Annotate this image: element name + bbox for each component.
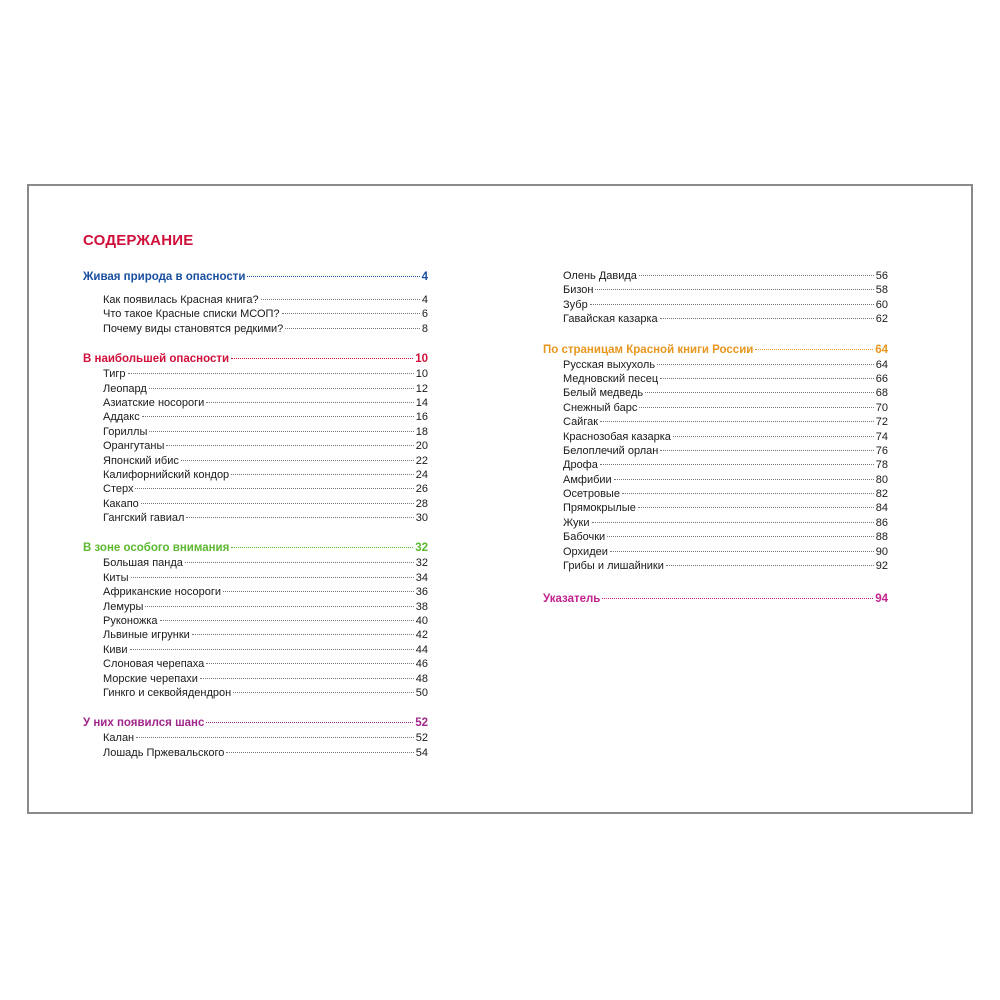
- leader-dots: [590, 304, 874, 305]
- entry-label: Стерх: [103, 483, 134, 496]
- entry-label: Большая панда: [103, 557, 183, 570]
- entry-label: Тигр: [103, 368, 126, 381]
- entry-label: Зубр: [563, 298, 588, 311]
- toc-entry[interactable]: [543, 559, 888, 573]
- entry-label: Краснозобая казарка: [563, 430, 671, 443]
- toc-entry[interactable]: [543, 487, 888, 501]
- toc-entry[interactable]: [83, 439, 428, 453]
- toc-entry[interactable]: [83, 746, 428, 760]
- entry-page: 84: [875, 502, 888, 515]
- entry-label: Орангутаны: [103, 440, 165, 453]
- section-page: 10: [415, 353, 428, 366]
- toc-entry[interactable]: [543, 545, 888, 559]
- entry-page: 16: [415, 411, 428, 424]
- toc-entry[interactable]: [543, 372, 888, 386]
- entry-label: Азиатские носороги: [103, 396, 205, 409]
- entry-label: Калифорнийский кондор: [103, 468, 230, 481]
- section-title: По страницам Красной книги России: [543, 343, 754, 356]
- entry-label: Руконожка: [103, 615, 158, 628]
- toc-entry[interactable]: [83, 600, 428, 614]
- leader-dots: [282, 313, 420, 314]
- leader-dots: [261, 299, 420, 300]
- entry-page: 18: [415, 425, 428, 438]
- leader-dots: [622, 493, 874, 494]
- leader-dots: [135, 488, 413, 489]
- leader-dots: [602, 598, 873, 599]
- leader-dots: [166, 445, 413, 446]
- leader-dots: [639, 275, 874, 276]
- toc-entry[interactable]: [83, 556, 428, 570]
- entry-label: Осетровые: [563, 488, 620, 501]
- toc-entry[interactable]: [83, 482, 428, 496]
- toc-entry[interactable]: [83, 322, 428, 336]
- entry-page: 52: [415, 732, 428, 745]
- toc-entry[interactable]: [83, 454, 428, 468]
- leader-dots: [610, 551, 874, 552]
- entry-label: Гавайская казарка: [563, 313, 658, 326]
- entry-page: 92: [875, 560, 888, 573]
- entry-label: Снежный барс: [563, 401, 638, 414]
- leader-dots: [639, 407, 873, 408]
- entry-page: 12: [415, 382, 428, 395]
- leader-dots: [660, 318, 874, 319]
- toc-entry[interactable]: [543, 283, 888, 297]
- entry-label: Русская выхухоль: [563, 358, 656, 371]
- entry-page: 46: [415, 658, 428, 671]
- toc-entry[interactable]: [83, 657, 428, 671]
- toc-entry[interactable]: [543, 530, 888, 544]
- entry-page: 82: [875, 488, 888, 501]
- entry-label: Лошадь Пржевальского: [103, 746, 225, 759]
- entry-label: Бабочки: [563, 531, 606, 544]
- leader-dots: [142, 416, 414, 417]
- entry-page: 62: [875, 313, 888, 326]
- section-title: Живая природа в опасности: [83, 271, 246, 283]
- toc-entry[interactable]: [543, 386, 888, 400]
- entry-page: 72: [875, 416, 888, 429]
- toc-entry[interactable]: [543, 415, 888, 429]
- toc-entry[interactable]: [83, 511, 428, 525]
- leader-dots: [645, 392, 874, 393]
- leader-dots: [614, 479, 874, 480]
- entry-label: Киви: [103, 643, 128, 656]
- toc-entry[interactable]: [83, 614, 428, 628]
- entry-page: 44: [415, 643, 428, 656]
- leader-dots: [206, 402, 413, 403]
- toc-section-heading[interactable]: [83, 269, 428, 285]
- toc-entry[interactable]: [83, 410, 428, 424]
- leader-dots: [231, 547, 413, 548]
- entry-page: 42: [415, 629, 428, 642]
- section-title: В наибольшей опасности: [83, 353, 230, 366]
- leader-dots: [600, 464, 874, 465]
- toc-left-column: [83, 269, 428, 760]
- entry-page: 56: [875, 270, 888, 282]
- entry-page: 66: [875, 372, 888, 385]
- section-page: 94: [875, 593, 888, 606]
- leader-dots: [755, 349, 873, 350]
- section-page: 4: [421, 271, 428, 283]
- entry-label: Гангский гавиал: [103, 512, 185, 525]
- entry-label: Прямокрылые: [563, 502, 636, 515]
- leader-dots: [231, 474, 414, 475]
- entry-label: Орхидеи: [563, 545, 608, 558]
- leader-dots: [141, 503, 414, 504]
- entry-label: Какапо: [103, 497, 139, 510]
- leader-dots: [673, 436, 874, 437]
- section-page: 64: [875, 343, 888, 356]
- leader-dots: [638, 507, 874, 508]
- entry-label: Белоплечий орлан: [563, 444, 659, 457]
- entry-label: Слоновая черепаха: [103, 658, 205, 671]
- entry-label: Гориллы: [103, 425, 148, 438]
- toc-entry[interactable]: [83, 672, 428, 686]
- entry-page: 68: [875, 387, 888, 400]
- leader-dots: [660, 450, 873, 451]
- leader-dots: [660, 378, 874, 379]
- toc-title: СОДЕРЖАНИЕ: [83, 232, 194, 249]
- leader-dots: [130, 649, 414, 650]
- entry-page: 24: [415, 468, 428, 481]
- entry-label: Медновский песец: [563, 372, 659, 385]
- entry-label: Леопард: [103, 382, 147, 395]
- entry-page: 28: [415, 497, 428, 510]
- leader-dots: [185, 562, 414, 563]
- entry-page: 40: [415, 615, 428, 628]
- leader-dots: [181, 460, 414, 461]
- toc-entry[interactable]: [83, 686, 428, 700]
- toc-entry[interactable]: [83, 628, 428, 642]
- toc-entry[interactable]: [543, 516, 888, 530]
- section-title: В зоне особого внимания: [83, 542, 230, 555]
- entry-label: Белый медведь: [563, 387, 644, 400]
- toc-section-heading[interactable]: [83, 351, 428, 367]
- entry-page: 38: [415, 600, 428, 613]
- toc-entry[interactable]: [83, 382, 428, 396]
- entry-page: 86: [875, 516, 888, 529]
- toc-right-column: [543, 269, 888, 607]
- entry-page: 50: [415, 686, 428, 699]
- leader-dots: [233, 692, 414, 693]
- section-title: Указатель: [543, 593, 601, 606]
- toc-entry[interactable]: [543, 358, 888, 372]
- toc-entry[interactable]: [543, 312, 888, 326]
- entry-label: Амфибии: [563, 473, 612, 486]
- entry-label: Грибы и лишайники: [563, 560, 664, 573]
- leader-dots: [223, 591, 414, 592]
- leader-dots: [131, 577, 414, 578]
- section-title: У них появился шанс: [83, 717, 205, 730]
- toc-entry[interactable]: [83, 585, 428, 599]
- leader-dots: [160, 620, 414, 621]
- entry-label: Африканские носороги: [103, 586, 221, 599]
- entry-label: Олень Давида: [563, 270, 637, 282]
- leader-dots: [666, 565, 874, 566]
- leader-dots: [607, 536, 874, 537]
- toc-section-heading[interactable]: [543, 591, 888, 607]
- entry-page: 64: [875, 358, 888, 371]
- toc-entry[interactable]: [543, 430, 888, 444]
- entry-label: Почему виды становятся редкими?: [103, 322, 284, 335]
- toc-entry[interactable]: [83, 497, 428, 511]
- entry-label: Что такое Красные списки МСОП?: [103, 308, 280, 321]
- leader-dots: [136, 737, 414, 738]
- entry-page: 10: [415, 368, 428, 381]
- entry-label: Дрофа: [563, 459, 598, 472]
- entry-label: Аддакс: [103, 411, 140, 424]
- entry-page: 6: [421, 308, 428, 321]
- leader-dots: [595, 289, 873, 290]
- leader-dots: [149, 431, 413, 432]
- leader-dots: [592, 522, 874, 523]
- entry-page: 36: [415, 586, 428, 599]
- entry-label: Сайгак: [563, 416, 599, 429]
- entry-label: Морские черепахи: [103, 672, 198, 685]
- entry-page: 80: [875, 473, 888, 486]
- toc-section-heading[interactable]: [543, 342, 888, 358]
- entry-page: 54: [415, 746, 428, 759]
- toc-entry[interactable]: [83, 396, 428, 410]
- leader-dots: [145, 606, 413, 607]
- leader-dots: [192, 634, 414, 635]
- toc-entry[interactable]: [83, 468, 428, 482]
- entry-label: Японский ибис: [103, 454, 179, 467]
- entry-label: Лемуры: [103, 600, 144, 613]
- toc-entry[interactable]: [83, 571, 428, 585]
- section-page: 32: [415, 542, 428, 555]
- toc-entry[interactable]: [83, 307, 428, 321]
- toc-entry[interactable]: [543, 269, 888, 283]
- toc-entry[interactable]: [83, 367, 428, 381]
- leader-dots: [128, 373, 414, 374]
- leader-dots: [206, 663, 413, 664]
- toc-entry[interactable]: [543, 473, 888, 487]
- leader-dots: [657, 364, 874, 365]
- leader-dots: [206, 722, 413, 723]
- entry-page: 4: [421, 294, 428, 306]
- entry-page: 48: [415, 672, 428, 685]
- leader-dots: [231, 358, 413, 359]
- entry-page: 90: [875, 545, 888, 558]
- section-page: 52: [415, 717, 428, 730]
- leader-dots: [600, 421, 874, 422]
- entry-page: 30: [415, 512, 428, 525]
- leader-dots: [226, 752, 413, 753]
- toc-entry[interactable]: [543, 458, 888, 472]
- entry-page: 20: [415, 440, 428, 453]
- entry-label: Как появилась Красная книга?: [103, 294, 259, 306]
- leader-dots: [149, 388, 414, 389]
- toc-section-heading[interactable]: [83, 540, 428, 556]
- entry-page: 32: [415, 557, 428, 570]
- toc-entry[interactable]: [543, 501, 888, 515]
- entry-page: 8: [421, 322, 428, 335]
- entry-page: 58: [875, 284, 888, 297]
- toc-section-heading[interactable]: [83, 715, 428, 731]
- toc-entry[interactable]: [83, 425, 428, 439]
- entry-label: Киты: [103, 571, 129, 584]
- entry-page: 26: [415, 483, 428, 496]
- entry-page: 74: [875, 430, 888, 443]
- leader-dots: [285, 328, 420, 329]
- toc-entry[interactable]: [83, 643, 428, 657]
- toc-entry[interactable]: [543, 444, 888, 458]
- toc-entry[interactable]: [543, 298, 888, 312]
- leader-dots: [247, 276, 419, 277]
- entry-page: 14: [415, 396, 428, 409]
- toc-entry[interactable]: [83, 293, 428, 307]
- toc-entry[interactable]: [83, 731, 428, 745]
- entry-label: Львиные игрунки: [103, 629, 190, 642]
- entry-label: Жуки: [563, 516, 590, 529]
- entry-page: 34: [415, 571, 428, 584]
- leader-dots: [200, 678, 414, 679]
- entry-page: 22: [415, 454, 428, 467]
- entry-label: Гинкго и секвойядендрон: [103, 686, 232, 699]
- entry-page: 76: [875, 444, 888, 457]
- entry-page: 78: [875, 459, 888, 472]
- entry-page: 88: [875, 531, 888, 544]
- toc-entry[interactable]: [543, 401, 888, 415]
- entry-label: Бизон: [563, 284, 594, 297]
- entry-page: 60: [875, 298, 888, 311]
- entry-label: Калан: [103, 732, 135, 745]
- entry-page: 70: [875, 401, 888, 414]
- leader-dots: [186, 517, 413, 518]
